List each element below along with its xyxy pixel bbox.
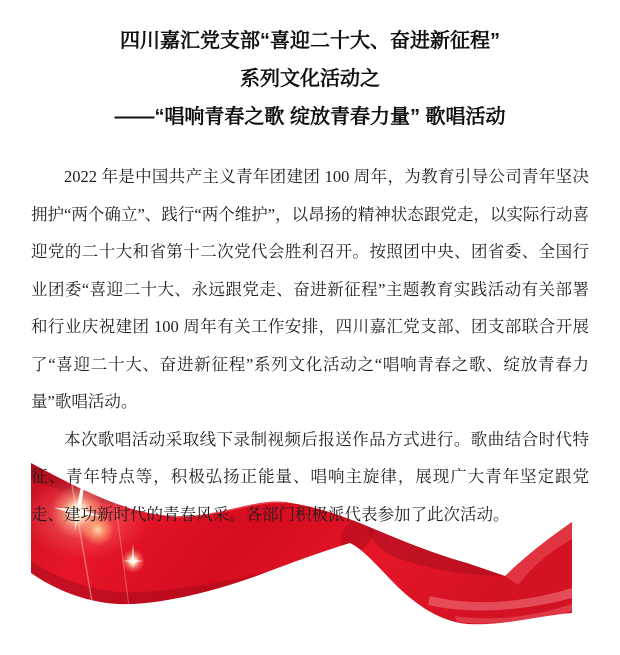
title-line-2: 系列文化活动之 [240,68,380,90]
document-body [0,158,620,533]
paragraph-1: 2022 年是中国共产主义青年团建团 100 周年，为教育引导公司青年坚决拥护“两个确立”、践行“两个维护”，以昂扬的精神状态跟党走，以实际行动喜迎党的二十大和省第十二次党代会胜利召开。按照团中央、团省委、全国行业团委“喜迎二十大、永远跟党走、奋进新征程”主题教育实践活动有关部署和行业庆祝建团 100 周年有关工作安排，四川嘉汇党支部、团支部联合开展了“喜迎二十大、奋进新征程”系列文化活动之“唱响青春之歌、绽放青春力量”歌唱活动。 [31,167,589,411]
document-title [0,0,620,136]
paragraph-2: 本次歌唱活动采取线下录制视频后报送作品方式进行。歌曲结合时代特征、青年特点等，积极弘扬正能量、唱响主旋律，展现广大青年坚定跟党走、建功新时代的青春风采。各部门积极派代表参加了此次活动。 [31,429,589,524]
title-line-1: 四川嘉汇党支部“喜迎二十大、奋进新征程” [120,30,500,52]
title-line-3: ——“唱响青春之歌 绽放青春力量” 歌唱活动 [114,106,506,128]
